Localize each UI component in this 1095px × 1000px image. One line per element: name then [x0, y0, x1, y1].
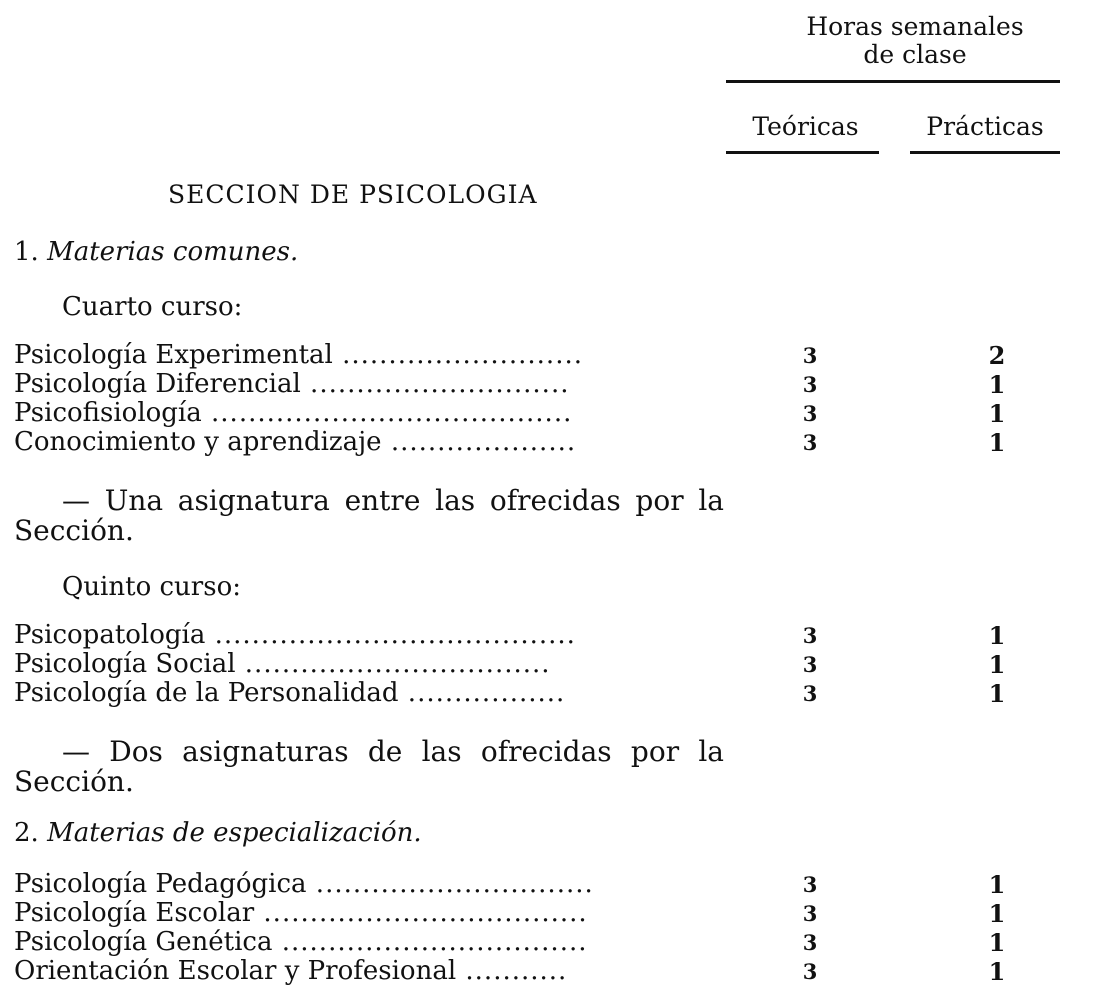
course-name: Psicopatología [14, 620, 206, 650]
table-row [14, 340, 1074, 369]
part2-title: Materias de especialización. [47, 818, 422, 848]
practicas-value: 1 [988, 899, 1006, 928]
course-name-cell [14, 427, 729, 457]
course-name: Psicología de la Personalidad [14, 678, 399, 708]
year4-label: Cuarto curso: [62, 292, 243, 322]
leader-dots: ....................................... [205, 620, 576, 650]
teoricas-value: 3 [802, 652, 818, 677]
leader-dots: .................... [381, 427, 577, 457]
practicas-value: 1 [988, 679, 1006, 708]
header-title-line1: Horas semanales [806, 12, 1024, 41]
col-header-teoricas: Teóricas [752, 112, 859, 141]
course-name-cell [14, 869, 729, 899]
part1-number: 1. [14, 237, 39, 267]
course-name: Psicología Pedagógica [14, 869, 307, 899]
teoricas-value: 3 [802, 401, 818, 426]
leader-dots: ....................................... [201, 398, 573, 428]
course-name: Psicología Diferencial [14, 369, 301, 399]
course-name: Psicología Social [14, 649, 236, 679]
table-row [14, 956, 1074, 985]
part2-heading [14, 818, 422, 848]
practicas-value: 1 [988, 870, 1006, 899]
leader-dots: ............................ [300, 369, 570, 399]
practicas-value: 1 [988, 957, 1006, 986]
teoricas-value: 3 [802, 343, 818, 368]
practicas-value: 1 [988, 621, 1006, 650]
course-name: Conocimiento y aprendizaje [14, 427, 382, 457]
practicas-value: 1 [988, 370, 1006, 399]
course-name-cell [14, 369, 729, 399]
table-row [14, 620, 1074, 649]
course-name: Orientación Escolar y Profesional [14, 956, 457, 986]
table-row [14, 898, 1074, 927]
course-name-cell [14, 398, 729, 428]
course-name-cell [14, 927, 729, 957]
section-title: SECCION DE PSICOLOGIA [168, 180, 538, 209]
course-name: Psicología Escolar [14, 898, 255, 928]
course-name-cell [14, 898, 729, 928]
table-row [14, 927, 1074, 956]
col-rule-teoricas [726, 151, 879, 154]
part1-heading [14, 237, 298, 267]
course-name-cell [14, 620, 729, 650]
teoricas-value: 3 [802, 372, 818, 397]
teoricas-value: 3 [802, 872, 818, 897]
teoricas-value: 3 [802, 681, 818, 706]
year4-note: — Una asignatura entre las ofrecidas por la Sección. [14, 484, 724, 547]
practicas-value: 1 [988, 928, 1006, 957]
practicas-value: 1 [988, 428, 1006, 457]
course-name: Psicología Experimental [14, 340, 333, 370]
leader-dots: ................................... [254, 898, 588, 928]
header-rule-top [726, 80, 1060, 83]
course-name-cell [14, 340, 729, 370]
table-row [14, 398, 1074, 427]
teoricas-value: 3 [802, 930, 818, 955]
col-rule-practicas [910, 151, 1060, 154]
teoricas-value: 3 [802, 959, 818, 984]
table-row [14, 869, 1074, 898]
leader-dots: ........... [456, 956, 568, 986]
course-name: Psicofisiología [14, 398, 202, 428]
teoricas-value: 3 [802, 623, 818, 648]
teoricas-value: 3 [802, 430, 818, 455]
col-header-practicas: Prácticas [926, 112, 1044, 141]
leader-dots: ................. [398, 678, 566, 708]
leader-dots: ................................. [272, 927, 588, 957]
leader-dots: .............................. [306, 869, 594, 899]
part2-number: 2. [14, 818, 39, 848]
course-name-cell [14, 649, 729, 679]
course-name: Psicología Genética [14, 927, 273, 957]
table-row [14, 427, 1074, 456]
table-row [14, 678, 1074, 707]
practicas-value: 1 [988, 650, 1006, 679]
leader-dots: ................................. [235, 649, 551, 679]
leader-dots: .......................... [332, 340, 583, 370]
practicas-value: 1 [988, 399, 1006, 428]
course-name-cell [14, 678, 729, 708]
course-name-cell [14, 956, 729, 986]
teoricas-value: 3 [802, 901, 818, 926]
year5-note: — Dos asignaturas de las ofrecidas por la Sección. [14, 735, 724, 798]
table-row [14, 369, 1074, 398]
year5-label: Quinto curso: [62, 572, 241, 602]
table-row [14, 649, 1074, 678]
header-title-line2: de clase [863, 40, 967, 69]
practicas-value: 2 [988, 341, 1006, 370]
part1-title: Materias comunes. [47, 237, 299, 267]
